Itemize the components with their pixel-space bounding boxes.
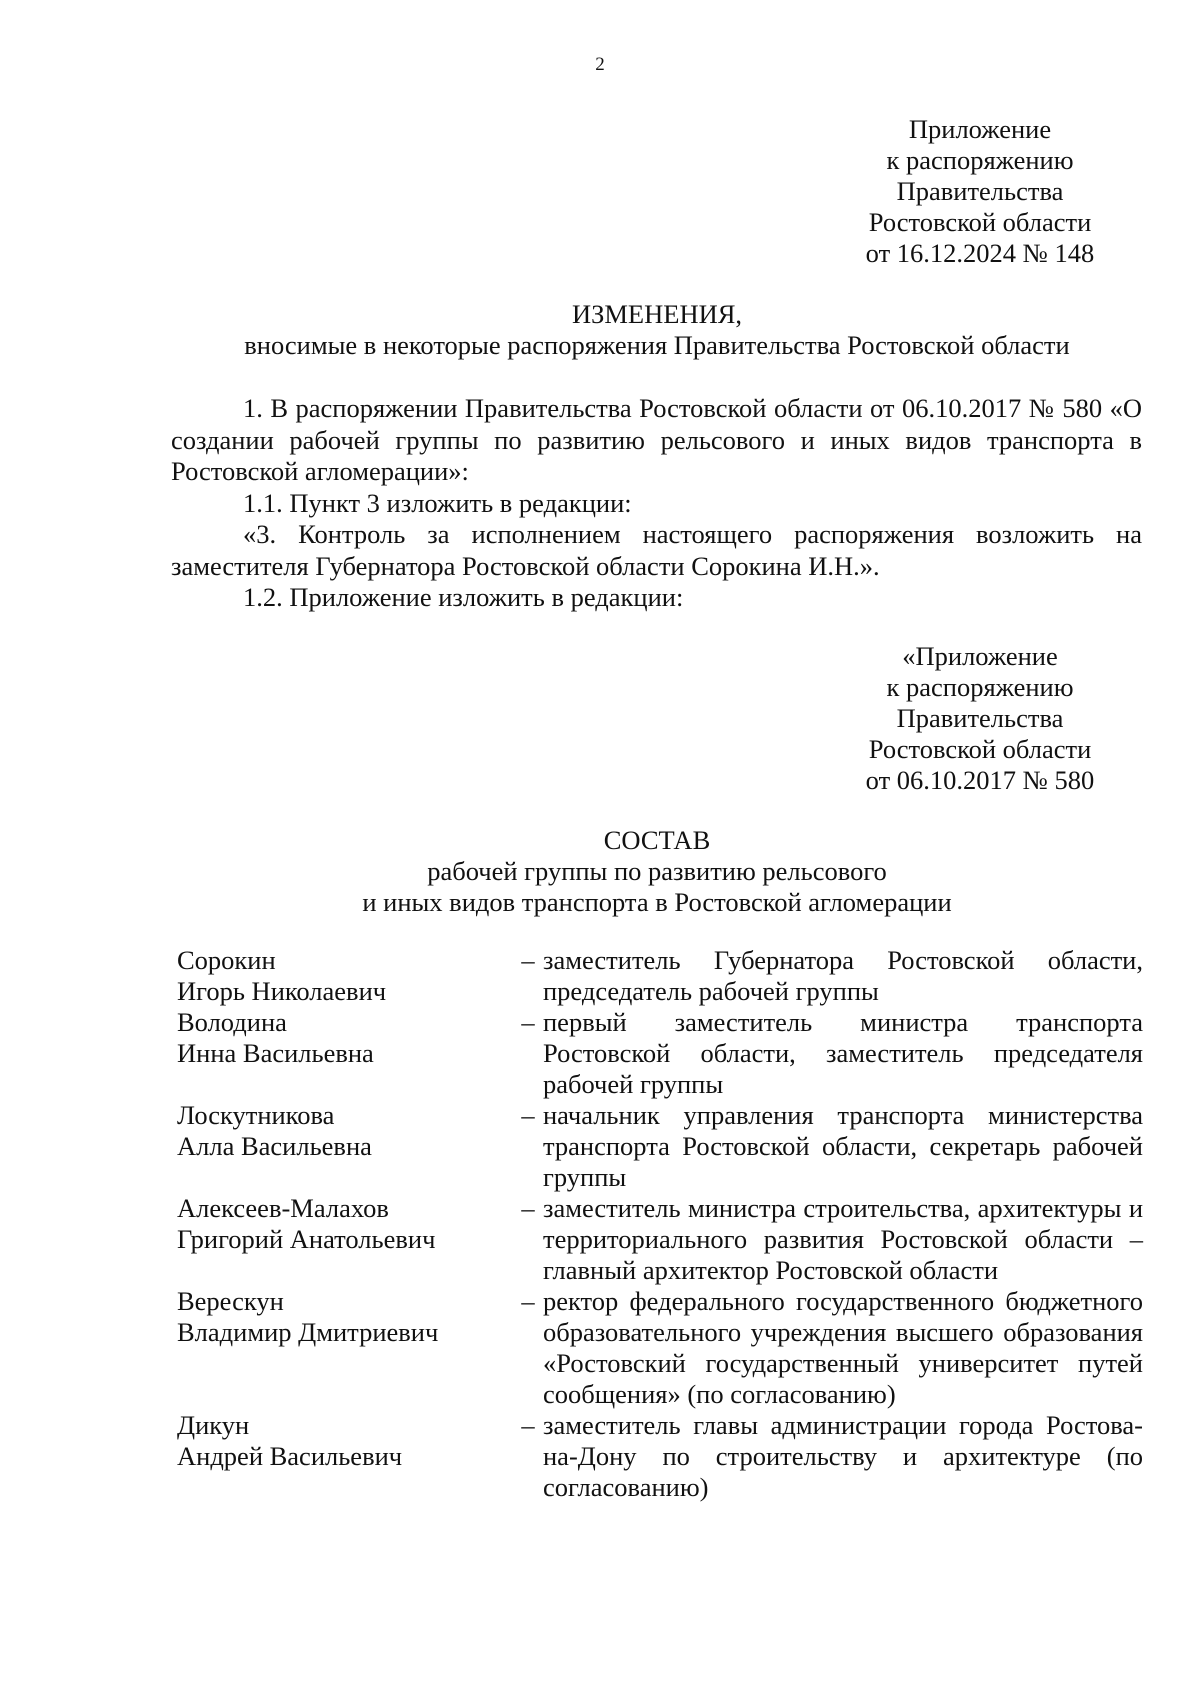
member-name (177, 945, 513, 1007)
member-role: начальник управления транспорта министерства транспорта Ростовской области, секретарь рабочей группы (543, 1100, 1143, 1192)
member-given-name: Владимир Дмитриевич (177, 1317, 439, 1347)
member-row (177, 1100, 1143, 1193)
member-role: первый заместитель министра транспорта Ростовской области, заместитель председателя рабочей группы (543, 1007, 1143, 1099)
member-surname: Дикун (177, 1410, 250, 1440)
member-dash: – (521, 1100, 535, 1130)
member-dash: – (521, 1193, 535, 1223)
member-role: заместитель Губернатора Ростовской области, председатель рабочей группы (543, 945, 1143, 1006)
member-row (177, 945, 1143, 1007)
appendix-line: от 06.10.2017 № 580 (865, 765, 1095, 795)
member-given-name: Григорий Анатольевич (177, 1224, 436, 1254)
member-dash: – (521, 1410, 535, 1440)
member-role: заместитель министра строительства, архитектуры и территориального развития Ростовской области – главный архитектор Ростовской области (543, 1193, 1143, 1285)
changes-subtitle: вносимые в некоторые распоряжения Правительства Ростовской области (244, 330, 1070, 360)
member-surname: Володина (177, 1007, 287, 1037)
appendix-line: к распоряжению (886, 145, 1074, 175)
member-given-name: Игорь Николаевич (177, 976, 387, 1006)
member-name (177, 1193, 513, 1255)
appendix-line: к распоряжению (886, 672, 1074, 702)
document-body (171, 393, 1142, 614)
composition-subtitle-line: рабочей группы по развитию рельсового (427, 856, 887, 886)
member-given-name: Инна Васильевна (177, 1038, 374, 1068)
composition-heading (170, 825, 1144, 918)
member-row (177, 1286, 1143, 1410)
appendix-line: «Приложение (902, 641, 1058, 671)
appendix-line: Правительства (896, 703, 1064, 733)
appendix-quoted-header (845, 641, 1115, 796)
member-dash: – (521, 1286, 535, 1316)
paragraph-1-1-text: «3. Контроль за исполнением настоящего распоряжения возложить на заместителя Губернатора Ростовской области Сорокина И.Н.». (171, 519, 1142, 581)
member-name (177, 1410, 513, 1472)
member-dash: – (521, 1007, 535, 1037)
member-name (177, 1100, 513, 1162)
composition-subtitle-line: и иных видов транспорта в Ростовской агломерации (362, 887, 952, 917)
member-surname: Сорокин (177, 945, 276, 975)
member-row (177, 1193, 1143, 1286)
page-number: 2 (595, 54, 605, 75)
member-surname: Верескун (177, 1286, 284, 1316)
member-role: заместитель главы администрации города Ростова-на-Дону по строительству и архитектуре (по согласованию) (543, 1410, 1143, 1502)
member-surname: Алексеев-Малахов (177, 1193, 389, 1223)
composition-title: СОСТАВ (603, 825, 711, 855)
member-row (177, 1410, 1143, 1503)
member-name (177, 1007, 513, 1069)
paragraph-1-1: 1.1. Пункт 3 изложить в редакции: (243, 487, 632, 518)
member-given-name: Андрей Васильевич (177, 1441, 403, 1471)
member-role: ректор федерального государственного бюджетного образовательного учреждения высшего образования «Ростовский государственный университет путей сообщения» (по согласованию) (543, 1286, 1143, 1409)
appendix-line: Ростовской области (868, 207, 1092, 237)
appendix-line: от 16.12.2024 № 148 (865, 238, 1095, 268)
changes-heading (170, 299, 1144, 361)
appendix-line: Приложение (908, 114, 1052, 144)
member-row (177, 1007, 1143, 1100)
changes-title: ИЗМЕНЕНИЯ, (571, 299, 743, 329)
member-given-name: Алла Васильевна (177, 1131, 372, 1161)
appendix-line: Ростовской области (868, 734, 1092, 764)
paragraph-1-2: 1.2. Приложение изложить в редакции: (243, 582, 684, 612)
member-dash: – (521, 945, 535, 975)
appendix-line: Правительства (896, 176, 1064, 206)
paragraph-1: 1. В распоряжении Правительства Ростовской области от 06.10.2017 № 580 «О создании рабочей группы по развитию рельсового и иных видов транспорта в Ростовской агломерации»: (171, 393, 1142, 486)
members-list (177, 945, 1143, 1503)
member-name (177, 1286, 513, 1348)
appendix-header (845, 114, 1115, 269)
member-surname: Лоскутникова (177, 1100, 335, 1130)
